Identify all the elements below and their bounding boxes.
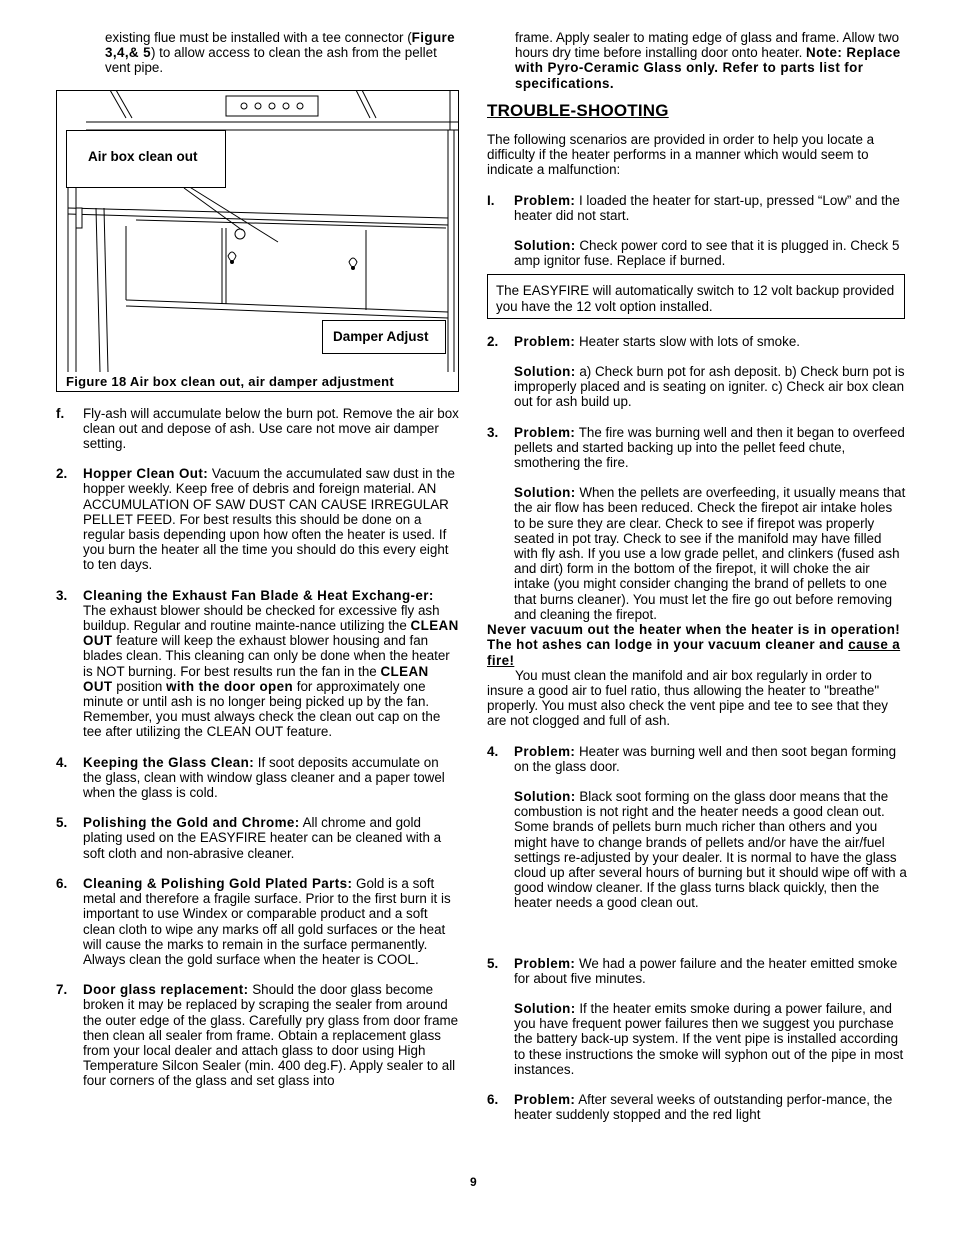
problem-5 xyxy=(487,956,907,1077)
item-number: 2. xyxy=(487,333,499,349)
item-number: 5. xyxy=(56,815,68,831)
item-number: 6. xyxy=(56,875,68,891)
item-number: I. xyxy=(487,192,495,208)
solution-text: Solution: a) Check burn pot for ash deposit. b) Check burn pot is improperly placed and is seating on igniter. c) Check air box clean out for ash build up. xyxy=(514,364,905,410)
item-text: Cleaning & Polishing Gold Plated Parts: Gold is a soft metal and therefore a fragile surface. Prior to the first burn it is important to use Windex or comparable product and a soft clean cloth to wipe any marks off all gold surfaces or the heat will cause the marks to remain in the surface permanently. Always clean the gold surface when the heater is COOL. xyxy=(83,875,451,967)
item-text: Keeping the Glass Clean: If soot deposits accumulate on the glass, clean with window glass cleaner and a paper towel when the glass is cold. xyxy=(83,754,445,801)
problem-text: Problem: Heater was burning well and then soot began forming on the glass door. xyxy=(514,743,897,774)
vacuum-warning: Never vacuum out the heater when the heater is in operation! The hot ashes can lodge in your vacuum cleaner and cause a fire! xyxy=(487,622,901,668)
section-heading: TROUBLE-SHOOTING xyxy=(487,100,669,120)
problem-6 xyxy=(487,1092,907,1122)
solution-text: Solution: Black soot forming on the glass door means that the combustion is not right and the heater needs a good clean out. Some brands of pellets burn much richer than others and you might have to change brands of pellets and/or have the air/fuel settings re-adjusted by your dealer. It is normal to have the glass cloud up after several hours of burning but it should wipe off with a good window cleaner. If the glass turns black quickly, then the heater needs a good clean out. xyxy=(514,788,907,911)
damper-callout-label: Damper Adjust xyxy=(333,328,429,344)
list-item-exhaust-fan xyxy=(56,588,460,740)
problem-text: Problem: We had a power failure and the heater emitted smoke for about five minutes. xyxy=(514,955,898,986)
manifold-text: You must clean the manifold and air box regularly in order to insure a good air to fuel ratio, thus allowing the heater to "breathe" properly. You must also check the vent pipe and tee to see that they are not clogged and full of ash. xyxy=(487,667,888,729)
item-number: 2. xyxy=(56,466,68,482)
item-number: 3. xyxy=(56,587,68,603)
troubleshooting-intro: The following scenarios are provided in order to help you locate a difficulty if the heater performs in a manner which would seem to indicate a malfunction: xyxy=(487,132,875,178)
item-text: Cleaning the Exhaust Fan Blade & Heat Exchang-er: The exhaust blower should be checked for excessive fly ash buildup. Regular and routine mainte-nance utilizing the CLEAN OUT feature will keep the exhaust blower housing and fan blades clean. This cleaning can only be done when the heater is NOT burning. For best results run the fan in the CLEAN OUT position with the door open for approximately one minute or until ash is no longer being picked up by the fan. Remember, you must always check the clean out cap on the tee after utilizing the CLEAN OUT feature. xyxy=(83,587,459,740)
item-text: Polishing the Gold and Chrome: All chrome and gold plating used on the EASYFIRE heater can be cleaned with a soft cloth and non-abrasive cleaner. xyxy=(83,815,442,861)
list-item-hopper xyxy=(56,466,460,572)
problem-4 xyxy=(487,744,907,911)
list-item-polishing xyxy=(56,815,460,861)
flue-intro: existing flue must be installed with a tee connector (Figure 3,4,& 5) to allow access to clean the ash from the pellet vent pipe. xyxy=(105,30,455,76)
list-item-f xyxy=(56,406,460,452)
item-number: 4. xyxy=(487,743,499,759)
item-number: 3. xyxy=(487,424,499,440)
list-item-glass-clean xyxy=(56,755,460,801)
page-number: 9 xyxy=(470,1175,477,1189)
list-item-gold-parts xyxy=(56,876,460,967)
solution-text: Solution: If the heater emits smoke during a power failure, and you have frequent power failures then we suggest you purchase the battery back-up system. If the vent pipe is installed according to these instructions the smoke will syphon out of the pipe in most instances. xyxy=(514,1000,904,1077)
left-column xyxy=(56,30,460,1089)
right-column xyxy=(487,30,907,1122)
item-number: 6. xyxy=(487,1091,499,1107)
list-item-door-glass xyxy=(56,982,460,1088)
backup-note-box: The EASYFIRE will automatically switch to 12 volt backup provided you have the 12 volt option installed. xyxy=(487,274,905,318)
door-glass-continued: frame. Apply sealer to mating edge of glass and frame. Allow two hours dry time before installing door onto heater. Note: Replace with Pyro-Ceramic Glass only. Refer to parts list for specifications. xyxy=(515,30,901,91)
figure-caption: Figure 18 Air box clean out, air damper adjustment xyxy=(66,374,395,390)
item-number: f. xyxy=(56,405,65,421)
problem-1 xyxy=(487,193,907,269)
solution-text: Solution: When the pellets are overfeeding, it usually means that the air flow has been reduced. Check the firepot air intake holes to be sure they are clear. Check to see if firepot was properly seated in pot tray. Check to see if the manifold may have filled with fly ash. If you use a low grade pellet, and clinkers (fused ash and dirt) form in the bottom of the firepot, it will choke the air intake (you might consider changing the brand of pellets to one that burns cleaner). You must let the fire go out before removing and cleaning the firepot. xyxy=(514,485,906,622)
problem-text: Problem: The fire was burning well and then it began to overfeed pellets and started backing up into the pellet feed chute, smothering the fire. xyxy=(514,424,905,471)
damper-callout xyxy=(322,320,446,354)
airbox-callout xyxy=(66,130,226,188)
airbox-callout-label: Air box clean out xyxy=(88,148,198,164)
item-number: 4. xyxy=(56,754,68,770)
problem-3 xyxy=(487,425,907,622)
item-number: 5. xyxy=(487,955,499,971)
problem-text: Problem: After several weeks of outstanding perfor-mance, the heater suddenly stopped and the red light xyxy=(514,1091,893,1123)
figure-18 xyxy=(56,90,460,392)
item-text: Door glass replacement: Should the door glass become broken it may be replaced by scraping the sealer from around the outer edge of the glass. Carefully pry glass from door frame then clean all sealer from frame. Obtain a replacement glass from your local dealer and attach glass to door using High Temperature Silcon Sealer (min. 400 deg.F). Apply sealer to all four corners of the glass and set glass into xyxy=(83,982,459,1089)
problem-text: Problem: Heater starts slow with lots of smoke. xyxy=(514,333,800,349)
item-number: 7. xyxy=(56,982,68,998)
item-text: Fly-ash will accumulate below the burn pot. Remove the air box clean out and depose of ash. Use care not move air damper setting. xyxy=(83,405,459,452)
item-text: Hopper Clean Out: Vacuum the accumulated saw dust in the hopper weekly. Keep free of debris and foreign material. AN ACCUMULATION OF SAW DUST CAN CAUSE IRREGULAR PELLET FEED. For best results this should be done on a regular basis depending upon how often the heater is used. If you burn the heater all the time you should do this every eight to ten days. xyxy=(83,466,455,573)
problem-text: Problem: I loaded the heater for start-up, pressed “Low” and the heater did not start. xyxy=(514,192,900,223)
solution-text: Solution: Check power cord to see that it is plugged in. Check 5 amp ignitor fuse. Replace if burned. xyxy=(514,238,900,269)
problem-2 xyxy=(487,334,907,410)
